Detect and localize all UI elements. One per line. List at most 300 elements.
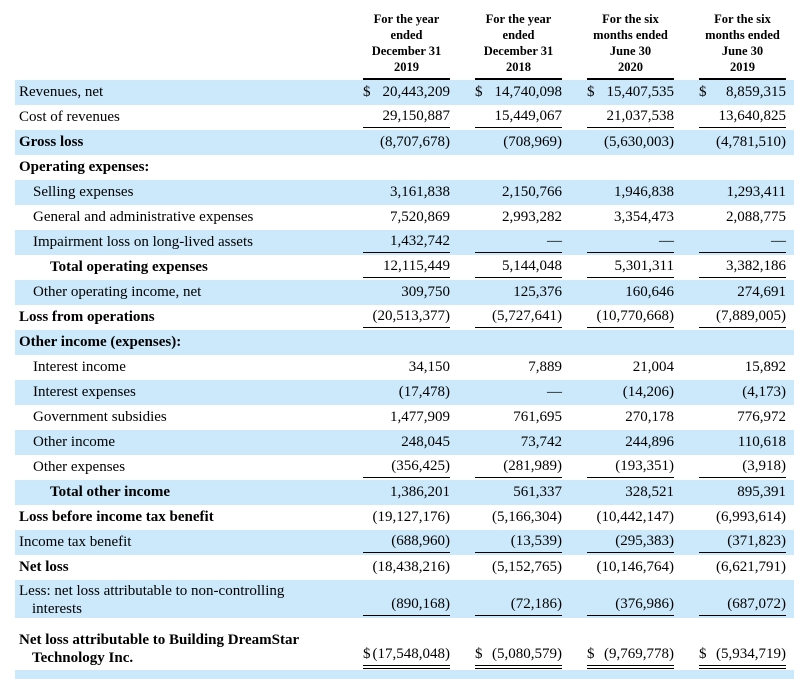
column-header-line: June 30 xyxy=(721,44,764,58)
amount xyxy=(475,557,562,578)
amount-value: 5,144,048 xyxy=(502,258,562,274)
amount xyxy=(699,644,786,669)
currency-symbol: $ xyxy=(587,84,595,100)
value-cell xyxy=(458,455,570,480)
amount xyxy=(587,231,674,253)
amount-value: (6,993,614) xyxy=(716,509,786,525)
amount xyxy=(475,132,562,153)
amount xyxy=(475,507,562,528)
amount xyxy=(475,594,562,616)
amount xyxy=(363,507,450,528)
amount xyxy=(587,282,674,303)
table-row xyxy=(15,180,794,205)
amount-value: (17,548,048) xyxy=(372,646,450,662)
value-cell xyxy=(682,355,794,380)
amount xyxy=(363,644,450,669)
column-header-line: June 30 xyxy=(609,44,652,58)
amount-value: 3,161,838 xyxy=(390,184,450,200)
value-cell xyxy=(458,155,570,180)
amount xyxy=(587,456,674,478)
value-cell xyxy=(346,380,458,405)
amount-value: (7,889,005) xyxy=(716,308,786,324)
value-cell xyxy=(346,155,458,180)
column-header-line: 2019 xyxy=(394,60,419,74)
amount xyxy=(699,82,786,103)
amount xyxy=(587,507,674,528)
column-header-line: December 31 xyxy=(483,44,554,58)
value-cell xyxy=(682,555,794,580)
amount xyxy=(363,282,450,303)
amount-value: (708,969) xyxy=(503,134,562,150)
currency-symbol: $ xyxy=(587,646,595,662)
amount xyxy=(363,207,450,228)
amount xyxy=(363,106,450,128)
amount xyxy=(475,407,562,428)
amount xyxy=(475,644,562,669)
amount xyxy=(475,357,562,378)
value-cell xyxy=(458,480,570,505)
value-cell xyxy=(346,180,458,205)
amount xyxy=(363,407,450,428)
value-cell xyxy=(682,530,794,555)
table-row xyxy=(15,530,794,555)
amount-value: (295,383) xyxy=(615,533,674,549)
amount-value: 14,740,098 xyxy=(494,84,562,100)
amount xyxy=(475,306,562,328)
value-cell xyxy=(346,405,458,430)
amount-value: — xyxy=(547,233,562,249)
value-cell xyxy=(458,180,570,205)
column-header xyxy=(570,0,682,80)
row-label-line: Technology Inc. xyxy=(32,650,134,666)
row-label: Cost of revenues xyxy=(19,109,120,125)
amount xyxy=(699,106,786,128)
amount-value: 110,618 xyxy=(737,434,786,450)
value-cell xyxy=(458,130,570,155)
table-row xyxy=(15,555,794,580)
amount xyxy=(363,306,450,328)
amount xyxy=(363,132,450,153)
amount-value: 244,896 xyxy=(625,434,674,450)
table-row xyxy=(15,105,794,130)
value-cell xyxy=(682,618,794,670)
value-cell xyxy=(682,505,794,530)
amount-value: 309,750 xyxy=(401,284,450,300)
column-header-text xyxy=(587,11,674,80)
amount-value: (6,621,791) xyxy=(716,559,786,575)
row-label: Revenues, net xyxy=(19,84,104,100)
amount xyxy=(699,531,786,553)
amount xyxy=(475,432,562,453)
amount-value: 12,115,449 xyxy=(383,258,450,274)
column-header-line: For the six xyxy=(714,12,771,26)
row-label: General and administrative expenses xyxy=(33,209,254,225)
amount xyxy=(699,357,786,378)
amount xyxy=(363,432,450,453)
value-cell xyxy=(682,380,794,405)
value-cell xyxy=(346,430,458,455)
value-cell xyxy=(682,280,794,305)
amount-value: (3,918) xyxy=(742,458,786,474)
column-header-line: For the year xyxy=(373,12,440,26)
amount-value: (8,707,678) xyxy=(380,134,450,150)
value-cell xyxy=(682,80,794,105)
amount-value: 8,859,315 xyxy=(726,84,786,100)
column-header-line: months ended xyxy=(705,28,780,42)
value-cell xyxy=(346,480,458,505)
value-cell xyxy=(458,230,570,255)
value-cell xyxy=(346,280,458,305)
amount-value: (5,152,765) xyxy=(492,559,562,575)
amount xyxy=(587,357,674,378)
table-header-row xyxy=(15,0,794,80)
column-header-line: months ended xyxy=(593,28,668,42)
amount xyxy=(475,207,562,228)
value-cell xyxy=(682,155,794,180)
amount-value: (5,166,304) xyxy=(492,509,562,525)
currency-symbol: $ xyxy=(699,646,707,662)
amount xyxy=(363,456,450,478)
value-cell xyxy=(346,105,458,130)
row-label xyxy=(15,580,346,618)
amount xyxy=(699,231,786,253)
amount-value: (890,168) xyxy=(391,596,450,612)
value-cell xyxy=(682,405,794,430)
amount-value: 125,376 xyxy=(513,284,562,300)
value-cell xyxy=(458,580,570,618)
amount xyxy=(699,557,786,578)
row-label: Loss before income tax benefit xyxy=(19,509,214,525)
amount xyxy=(475,282,562,303)
amount xyxy=(363,482,450,503)
value-cell xyxy=(346,530,458,555)
value-cell xyxy=(570,380,682,405)
row-label: Total other income xyxy=(50,484,170,500)
amount-value: — xyxy=(547,384,562,400)
amount-value: (281,989) xyxy=(503,458,562,474)
amount xyxy=(475,256,562,278)
amount-value: 5,301,311 xyxy=(614,258,674,274)
table-row xyxy=(15,155,794,180)
amount-value: (10,770,668) xyxy=(596,308,674,324)
currency-symbol: $ xyxy=(363,646,371,662)
row-label: Gross loss xyxy=(19,134,84,150)
currency-symbol: $ xyxy=(363,84,371,100)
table-row xyxy=(15,355,794,380)
column-header-line: For the six xyxy=(602,12,659,26)
amount xyxy=(587,256,674,278)
row-label-line: interests xyxy=(32,601,82,617)
amount xyxy=(475,531,562,553)
amount-value: (356,425) xyxy=(391,458,450,474)
amount xyxy=(475,182,562,203)
column-header-text xyxy=(363,11,450,80)
row-label: Selling expenses xyxy=(33,184,134,200)
amount xyxy=(475,382,562,403)
value-cell xyxy=(570,280,682,305)
amount-value: 328,521 xyxy=(625,484,674,500)
amount-value: 29,150,887 xyxy=(382,108,450,124)
amount-value: (19,127,176) xyxy=(372,509,450,525)
amount xyxy=(363,531,450,553)
value-cell xyxy=(682,180,794,205)
amount xyxy=(587,557,674,578)
amount-value: 2,088,775 xyxy=(726,209,786,225)
amount xyxy=(475,106,562,128)
amount xyxy=(587,482,674,503)
value-cell xyxy=(570,230,682,255)
amount-value: 160,646 xyxy=(625,284,674,300)
amount-value: 248,045 xyxy=(401,434,450,450)
row-label: Operating expenses: xyxy=(19,159,150,175)
column-header-line: ended xyxy=(390,28,423,42)
currency-symbol: $ xyxy=(699,84,707,100)
amount-value: (14,206) xyxy=(622,384,674,400)
amount-value: 1,293,411 xyxy=(726,184,786,200)
value-cell xyxy=(458,105,570,130)
row-label: Total operating expenses xyxy=(50,259,208,275)
amount-value: (376,986) xyxy=(615,596,674,612)
value-cell xyxy=(346,330,458,355)
value-cell xyxy=(570,405,682,430)
amount-value: 1,386,201 xyxy=(390,484,450,500)
amount-value: (9,769,778) xyxy=(604,646,674,662)
value-cell xyxy=(570,180,682,205)
table-row xyxy=(15,230,794,255)
column-header-text xyxy=(475,11,562,80)
amount-value: (687,072) xyxy=(727,596,786,612)
value-cell xyxy=(346,305,458,330)
column-header-text xyxy=(699,11,786,80)
amount xyxy=(699,594,786,616)
amount-value: 73,742 xyxy=(520,434,562,450)
value-cell xyxy=(346,130,458,155)
value-cell xyxy=(346,80,458,105)
amount xyxy=(363,182,450,203)
column-header-line: 2019 xyxy=(730,60,755,74)
value-cell xyxy=(458,80,570,105)
value-cell xyxy=(458,305,570,330)
column-header-line: ended xyxy=(502,28,535,42)
value-cell xyxy=(570,530,682,555)
value-cell xyxy=(346,205,458,230)
value-cell xyxy=(458,330,570,355)
amount xyxy=(587,594,674,616)
column-header xyxy=(346,0,458,80)
amount xyxy=(475,482,562,503)
amount-value: (5,727,641) xyxy=(492,308,562,324)
amount-value: 1,946,838 xyxy=(614,184,674,200)
amount xyxy=(475,456,562,478)
amount-value: (10,442,147) xyxy=(596,509,674,525)
amount xyxy=(699,132,786,153)
amount-value: (5,080,579) xyxy=(492,646,562,662)
value-cell xyxy=(682,130,794,155)
amount xyxy=(587,644,674,669)
value-cell xyxy=(682,580,794,618)
value-cell xyxy=(570,305,682,330)
amount xyxy=(363,231,450,253)
value-cell xyxy=(570,330,682,355)
amount-value: 13,640,825 xyxy=(718,108,786,124)
value-cell xyxy=(570,618,682,670)
row-label: Government subsidies xyxy=(33,409,167,425)
table-row xyxy=(15,405,794,430)
amount-value: (4,173) xyxy=(742,384,786,400)
amount xyxy=(587,182,674,203)
value-cell xyxy=(570,255,682,280)
amount xyxy=(363,557,450,578)
amount xyxy=(363,82,450,103)
value-cell xyxy=(682,330,794,355)
table-row xyxy=(15,430,794,455)
value-cell xyxy=(458,280,570,305)
column-header-line: December 31 xyxy=(371,44,442,58)
value-cell xyxy=(570,155,682,180)
value-cell xyxy=(346,505,458,530)
value-cell xyxy=(346,355,458,380)
value-cell xyxy=(682,255,794,280)
table-row xyxy=(15,330,794,355)
table-row xyxy=(15,80,794,105)
amount xyxy=(699,432,786,453)
amount-value: (72,186) xyxy=(510,596,562,612)
amount xyxy=(587,382,674,403)
amount-value: 274,691 xyxy=(737,284,786,300)
amount-value: — xyxy=(659,233,674,249)
value-cell xyxy=(570,430,682,455)
amount xyxy=(587,531,674,553)
value-cell xyxy=(570,455,682,480)
column-header xyxy=(458,0,570,80)
table-row xyxy=(15,130,794,155)
amount-value: 895,391 xyxy=(737,484,786,500)
value-cell xyxy=(682,430,794,455)
value-cell xyxy=(682,205,794,230)
amount-value: (5,934,719) xyxy=(716,646,786,662)
amount xyxy=(587,432,674,453)
amount-value: (371,823) xyxy=(727,533,786,549)
amount-value: 2,150,766 xyxy=(502,184,562,200)
value-cell xyxy=(458,618,570,670)
amount-value: 761,695 xyxy=(513,409,562,425)
amount-value: 21,004 xyxy=(632,359,674,375)
amount-value: 20,443,209 xyxy=(382,84,450,100)
row-label: Impairment loss on long-lived assets xyxy=(33,234,253,250)
amount xyxy=(587,106,674,128)
amount xyxy=(699,282,786,303)
value-cell xyxy=(682,105,794,130)
amount xyxy=(363,594,450,616)
amount-value: 21,037,538 xyxy=(606,108,674,124)
amount-value: 34,150 xyxy=(408,359,450,375)
value-cell xyxy=(570,480,682,505)
table-row xyxy=(15,480,794,505)
amount-value: (688,960) xyxy=(391,533,450,549)
header-label-spacer xyxy=(15,0,346,80)
amount-value: 15,407,535 xyxy=(606,84,674,100)
amount xyxy=(587,132,674,153)
row-label-line: Less: net loss attributable to non-controlling xyxy=(19,583,285,599)
row-label xyxy=(15,618,346,670)
currency-symbol: $ xyxy=(475,84,483,100)
value-cell xyxy=(682,305,794,330)
amount-value: (4,781,510) xyxy=(716,134,786,150)
amount-value: (13,539) xyxy=(510,533,562,549)
table-row xyxy=(15,305,794,330)
row-label: Other operating income, net xyxy=(33,284,202,300)
amount-value: 7,520,869 xyxy=(390,209,450,225)
value-cell xyxy=(346,618,458,670)
value-cell xyxy=(458,355,570,380)
value-cell xyxy=(570,205,682,230)
amount xyxy=(699,256,786,278)
amount xyxy=(587,306,674,328)
amount xyxy=(699,456,786,478)
amount-value: 561,337 xyxy=(513,484,562,500)
amount-value: (17,478) xyxy=(398,384,450,400)
column-header-line: 2020 xyxy=(618,60,643,74)
amount-value: 270,178 xyxy=(625,409,674,425)
row-label: Net loss xyxy=(19,559,69,575)
amount-value: 15,892 xyxy=(744,359,786,375)
amount-value: — xyxy=(771,233,786,249)
bottom-row-strip xyxy=(15,670,794,679)
amount xyxy=(587,82,674,103)
table-row xyxy=(15,255,794,280)
column-header xyxy=(682,0,794,80)
row-label: Other income (expenses): xyxy=(19,334,182,350)
amount-value: (20,513,377) xyxy=(372,308,450,324)
amount xyxy=(699,182,786,203)
value-cell xyxy=(458,530,570,555)
amount xyxy=(475,231,562,253)
amount-value: (5,630,003) xyxy=(604,134,674,150)
amount-value: (18,438,216) xyxy=(372,559,450,575)
value-cell xyxy=(570,80,682,105)
value-cell xyxy=(682,230,794,255)
currency-symbol: $ xyxy=(475,646,483,662)
amount xyxy=(699,482,786,503)
amount xyxy=(699,382,786,403)
value-cell xyxy=(346,255,458,280)
amount xyxy=(699,306,786,328)
column-header-line: 2018 xyxy=(506,60,531,74)
table-row xyxy=(15,618,794,670)
table-row xyxy=(15,505,794,530)
column-header-line: For the year xyxy=(485,12,552,26)
value-cell xyxy=(458,555,570,580)
row-label: Other income xyxy=(33,434,116,450)
amount-value: (10,146,764) xyxy=(596,559,674,575)
value-cell xyxy=(570,130,682,155)
value-cell xyxy=(570,555,682,580)
income-statement-table xyxy=(15,0,794,679)
amount-value: 1,477,909 xyxy=(390,409,450,425)
value-cell xyxy=(458,430,570,455)
row-label: Interest income xyxy=(33,359,126,375)
row-label: Income tax benefit xyxy=(19,534,132,550)
table-row xyxy=(15,205,794,230)
value-cell xyxy=(570,105,682,130)
value-cell xyxy=(570,355,682,380)
amount-value: 3,354,473 xyxy=(614,209,674,225)
amount xyxy=(699,407,786,428)
amount-value: 1,432,742 xyxy=(390,233,450,249)
value-cell xyxy=(346,555,458,580)
table-body xyxy=(15,80,794,670)
table-row xyxy=(15,280,794,305)
